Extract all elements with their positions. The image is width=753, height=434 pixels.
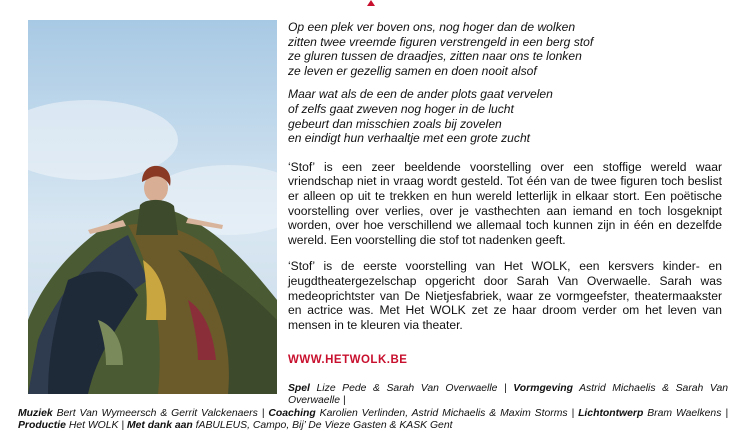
top-marker-triangle [367,0,375,6]
credit-role: Muziek [18,407,53,419]
credit-names: Karolien Verlinden, Astrid Michaelis & Maxim Storms | [319,407,575,419]
photo-illustration [28,20,277,394]
poem-stanza-1 [288,20,722,78]
poem-line: ze leven er gezellig samen en doen nooit alsof [288,63,537,78]
credits-block [18,383,728,433]
credit-role: Spel [288,383,310,394]
credit-role: Met dank aan [126,420,193,432]
poem-line: Op een plek ver boven ons, nog hoger dan de wolken [288,20,576,34]
credit-names: Bram Waelkens | [647,407,729,419]
poem-line: of zelfs gaat zweven nog hoger in de lucht [288,101,514,116]
poem-line: ze gluren tussen de draadjes, zitten naar ons te lonken [288,49,582,64]
credit-role: Productie [18,420,66,432]
poem-stanza-2 [288,87,722,145]
poem-line: Maar wat als de een de ander plots gaat vervelen [288,87,553,102]
credit-names: Lize Pede & Sarah Van Overwaelle | [316,383,507,394]
credit-names: Bert Van Wymeersch & Gerrit Valckenaers | [56,407,265,419]
credit-names: Astrid Michaelis & Sarah Van Overwaelle | [288,383,729,407]
performance-photo [28,20,277,394]
description-paragraph: ‘Stof’ is een zeer beeldende voorstelling over een stoffige wereld waar vriendschap niet in vraag wordt gesteld. Tot één van de twee figuren toch beslist er alleen op uit te trekken en hun wereld letterlijk in elkaar stort. Een poëtische voorstelling over verlies, over je vasthechten aan iemand en toch losgeknipt worden, over hoe verschillend we allemaal toch kunnen zijn in één en dezelfde wereld. Een voorstelling die stof tot nadenken geeft. [288,159,722,247]
website-link[interactable]: WWW.HETWOLK.BE [288,354,408,367]
credit-names: fABULEUS, Campo, Bij’ De Vieze Gasten & KASK Gent [195,420,453,432]
credit-names: Het WOLK | [68,420,125,432]
poem-line: zitten twee vreemde figuren verstrengeld in een berg stof [288,34,594,49]
poem-line: en eindigt hun verhaaltje met een grote zucht [288,131,531,146]
credits-first-line [18,383,728,408]
poem-line: gebeurt dan misschien zoals bij zovelen [288,116,502,131]
credit-role: Vormgeving [513,383,573,394]
credit-role: Lichtontwerp [578,407,644,419]
credit-role: Coaching [268,407,316,419]
company-paragraph: ‘Stof’ is de eerste voorstelling van Het WOLK, een kersvers kinder- en jeugdtheatergezelschap opgericht door Sarah Van Overwaelle. Sarah was medeoprichtster van De Nietjesfabriek, waar ze vormgeefster, theatermaakster en actrice was. Met Het WOLK zet ze haar droom verder om het leven van mensen in te kleuren via theater. [288,259,722,332]
text-column [288,20,722,368]
